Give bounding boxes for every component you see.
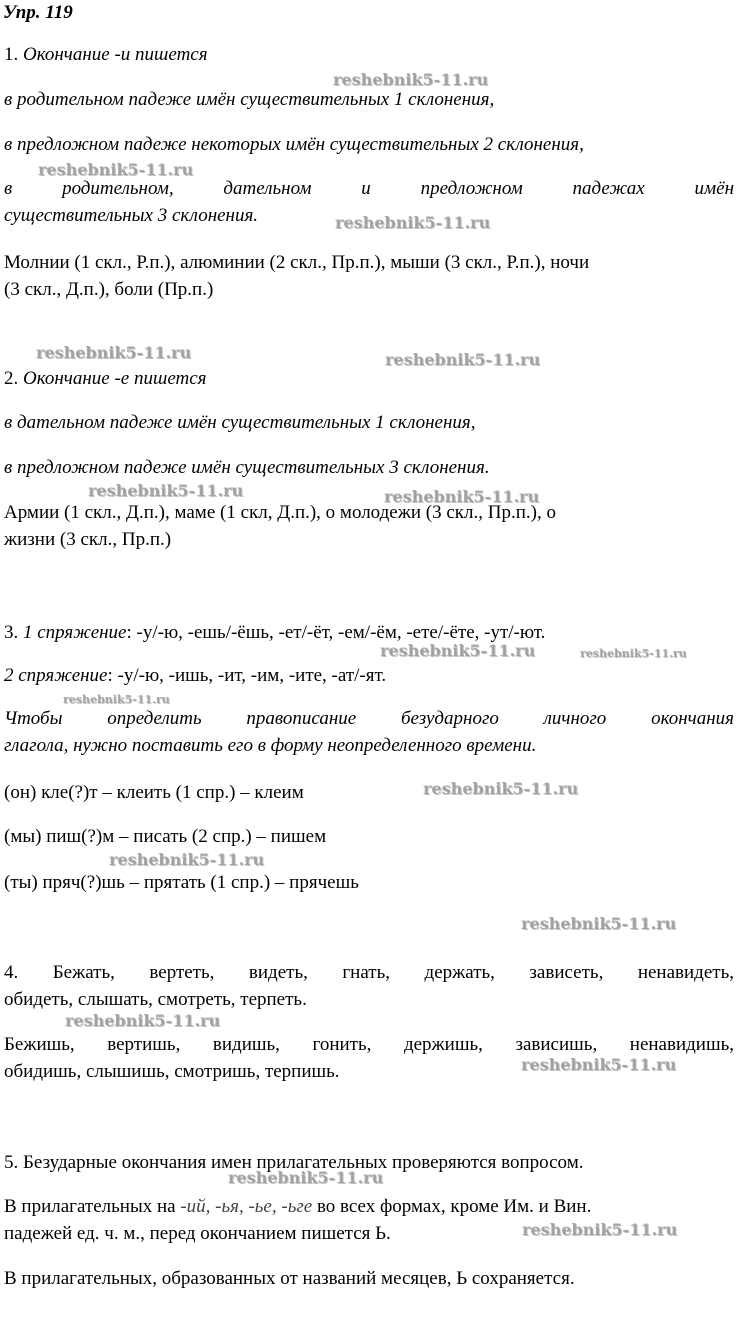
rule-line: в родительном, дательном и предложном падежах имён	[4, 178, 734, 199]
watermark: reshebnik5-11.ru	[36, 343, 192, 362]
section-number: 1.	[4, 44, 23, 65]
section-4-line: Бежишь, вертишь, видишь, гонить, держишь, зависишь, ненавидишь,	[4, 1034, 734, 1055]
section-number: 2.	[4, 368, 23, 389]
example-line: (он) кле(?)т – клеить (1 спр.) – клеим	[4, 782, 304, 803]
conjugation-endings: : -у/-ю, -ешь/-ёшь, -ет/-ёт, -ем/-ём, -ете/-ёте, -ут/-ют.	[126, 622, 546, 643]
section-5-line	[4, 1196, 591, 1218]
watermark: reshebnik5-11.ru	[63, 693, 170, 706]
rule-line: в предложном падеже имён существительных 3 склонения.	[4, 457, 490, 478]
section-4-line: обидеть, слышать, смотреть, терпеть.	[4, 989, 307, 1010]
section-5-line: падежей ед. ч. м., перед окончанием пишется Ь.	[4, 1223, 391, 1244]
section-5-line: 5. Безударные окончания имен прилагательных проверяются вопросом.	[4, 1152, 584, 1173]
watermark: reshebnik5-11.ru	[335, 213, 491, 232]
conjugation-label: 1 спряжение	[23, 622, 127, 643]
watermark: reshebnik5-11.ru	[109, 850, 265, 869]
section-1-intro	[4, 44, 208, 66]
text-fragment: В прилагательных на	[4, 1196, 181, 1217]
example-line: (мы) пиш(?)м – писать (2 спр.) – пишем	[4, 826, 327, 847]
rule-line: существительных 3 склонения.	[4, 205, 259, 226]
watermark: reshebnik5-11.ru	[380, 641, 536, 660]
section-4-line: 4. Бежать, вертеть, видеть, гнать, держать, зависеть, ненавидеть,	[4, 962, 734, 983]
example-line: жизни (3 скл., Пр.п.)	[4, 529, 172, 550]
section-2-intro	[4, 368, 207, 390]
watermark: reshebnik5-11.ru	[580, 647, 687, 660]
rule-line: в родительном падеже имён существительных 1 склонения,	[4, 89, 495, 110]
conjugation-label: 2 спряжение	[4, 665, 108, 686]
conjugation-endings: : -у/-ю, -ишь, -ит, -им, -ите, -ат/-ят.	[107, 665, 387, 686]
watermark: reshebnik5-11.ru	[38, 160, 194, 179]
rule-line: в дательном падеже имён существительных 1 склонения,	[4, 412, 476, 433]
example-line: Армии (1 скл., Д.п.), маме (1 скл, Д.п.), о молодежи (3 скл., Пр.п.), о	[4, 502, 556, 523]
watermark: reshebnik5-11.ru	[385, 350, 541, 369]
watermark: reshebnik5-11.ru	[333, 70, 489, 89]
conjugation-2-line	[4, 665, 386, 687]
watermark: reshebnik5-11.ru	[384, 487, 540, 506]
section-number: 3.	[4, 622, 23, 643]
example-line: (3 скл., Д.п.), боли (Пр.п.)	[4, 279, 214, 300]
watermark: reshebnik5-11.ru	[521, 1055, 677, 1074]
adjective-endings: -ий, -ья, -ье, -ьге	[180, 1196, 313, 1217]
rule-line: Чтобы определить правописание безударного личного окончания	[4, 708, 734, 729]
text-fragment: во всех формах, кроме Им. и Вин.	[312, 1196, 592, 1217]
section-4-line: обидишь, слышишь, смотришь, терпишь.	[4, 1061, 340, 1082]
rule-line: в предложном падеже некоторых имён существительных 2 склонения,	[4, 134, 584, 155]
section-heading: Окончание -и пишется	[23, 44, 208, 65]
section-5-line: В прилагательных, образованных от названий месяцев, Ь сохраняется.	[4, 1268, 575, 1289]
section-heading: Окончание -е пишется	[23, 368, 207, 389]
watermark: reshebnik5-11.ru	[521, 914, 677, 933]
example-line: (ты) пряч(?)шь – прятать (1 спр.) – прячешь	[4, 872, 359, 893]
example-line: Молнии (1 скл., Р.п.), алюминии (2 скл., Пр.п.), мыши (3 скл., Р.п.), ночи	[4, 252, 590, 273]
watermark: reshebnik5-11.ru	[423, 779, 579, 798]
exercise-title: Упр. 119	[3, 2, 73, 23]
watermark: reshebnik5-11.ru	[522, 1220, 678, 1239]
rule-line: глагола, нужно поставить его в форму неопределенного времени.	[4, 735, 537, 756]
watermark: reshebnik5-11.ru	[88, 481, 244, 500]
watermark: reshebnik5-11.ru	[65, 1011, 221, 1030]
watermark: reshebnik5-11.ru	[228, 1168, 384, 1187]
